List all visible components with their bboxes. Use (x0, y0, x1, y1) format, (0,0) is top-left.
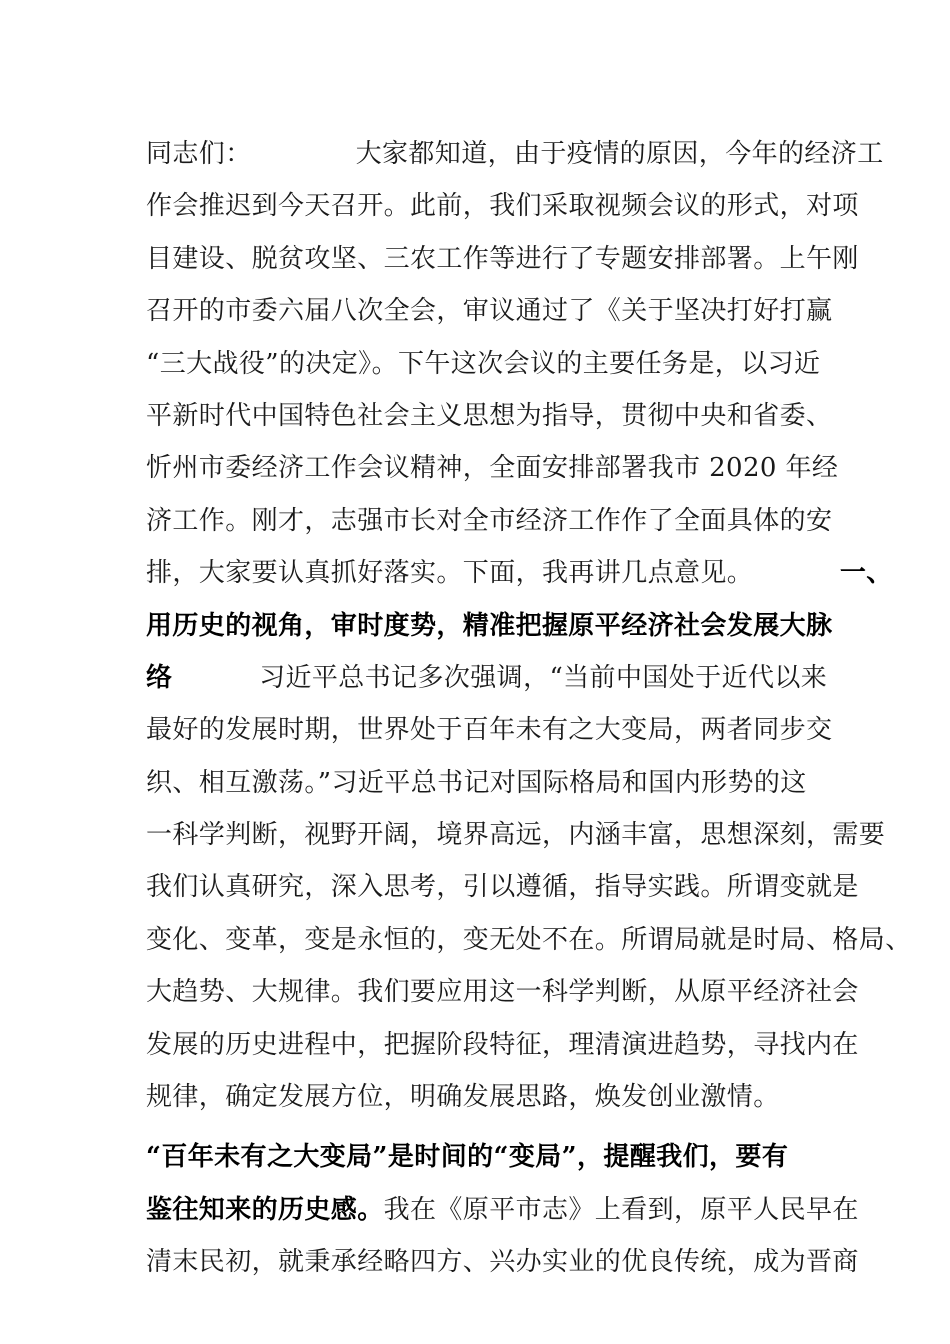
text-segment: 织、相互激荡。”习近平总书记对国际格局和国内形势的这 (146, 767, 807, 798)
bold-text-segment: 鉴往知来的历史感。 (146, 1194, 384, 1225)
text-segment: 变化、变革，变是永恒的，变无处不在。所谓局就是时局、格局、 (146, 924, 912, 955)
text-segment: 发展的历史进程中，把握阶段特征，理清演进趋势，寻找内在 (146, 1029, 859, 1060)
text-line (146, 390, 833, 442)
bold-text-segment: 一、 (839, 558, 893, 589)
text-segment: 习近平总书记多次强调，“当前中国处于近代以来 (259, 662, 828, 693)
text-segment: 同志们： (146, 139, 252, 169)
text-line (146, 704, 833, 756)
text-segment: 大趋势、大规律。我们要应用这一科学判断，从原平经济社会 (146, 977, 859, 1008)
text-line (146, 652, 828, 704)
text-segment: 大家都知道，由于疫情的原因，今年的经济工 (355, 139, 884, 169)
text-segment: 规律，确定发展方位，明确发展思路，焕发创业激情。 (146, 1082, 780, 1113)
text-line (146, 495, 833, 547)
text-line (146, 809, 886, 861)
text-segment: 我们认真研究，深入思考，引以遵循，指导实践。所谓变就是 (146, 872, 859, 903)
text-line (146, 1019, 859, 1071)
text-line (146, 600, 833, 652)
text-segment: 最好的发展时期，世界处于百年未有之大变局，两者同步交 (146, 715, 833, 746)
text-segment: 平新时代中国特色社会主义思想为指导，贯彻中央和省委、 (146, 400, 833, 431)
text-line (146, 1236, 859, 1288)
text-line (146, 285, 833, 337)
text-segment: 目建设、脱贫攻坚、三农工作等进行了专题安排部署。上午刚 (146, 243, 859, 274)
text-segment (172, 663, 259, 693)
text-segment: 清末民初，就秉承经略四方、兴办实业的优良传统，成为晋商 (146, 1247, 859, 1278)
text-line (146, 338, 821, 390)
text-segment: 排，大家要认真抓好落实。下面，我再讲几点意见。 (146, 558, 754, 589)
text-line (146, 128, 884, 180)
text-line (146, 1131, 816, 1183)
text-line (146, 233, 859, 285)
text-segment: 忻州市委经济工作会议精神，全面安排部署我市 2020 年经 (146, 453, 839, 484)
text-segment (753, 558, 840, 588)
text-line (146, 757, 816, 809)
text-segment: 召开的市委六届八次全会，审议通过了《关于坚决打好打赢 (146, 296, 833, 327)
bold-text-segment: “百年未有之大变局”是时间的“变局”，提醒我们，要有 (146, 1142, 789, 1173)
document-body (146, 128, 912, 1289)
text-segment: 作会推迟到今天召开。此前，我们采取视频会议的形式，对项 (146, 191, 859, 222)
text-line (146, 861, 859, 913)
text-line (146, 1071, 816, 1123)
text-segment: “三大战役”的决定》。下午这次会议的主要任务是，以习近 (146, 348, 821, 379)
text-line (146, 180, 859, 232)
text-line (146, 914, 912, 966)
text-segment (252, 139, 356, 169)
text-line (146, 1184, 859, 1236)
text-segment: 济工作。刚才，志强市长对全市经济工作作了全面具体的安 (146, 505, 833, 536)
text-line (146, 966, 859, 1018)
text-segment: 我在《原平市志》上看到，原平人民早在 (383, 1194, 859, 1225)
bold-text-segment: 络 (146, 662, 173, 693)
text-line (146, 442, 839, 494)
text-line (146, 547, 893, 599)
text-segment: 一科学判断，视野开阔，境界高远，内涵丰富，思想深刻，需要 (146, 820, 886, 851)
bold-text-segment: 用历史的视角，审时度势，精准把握原平经济社会发展大脉 (146, 610, 833, 641)
